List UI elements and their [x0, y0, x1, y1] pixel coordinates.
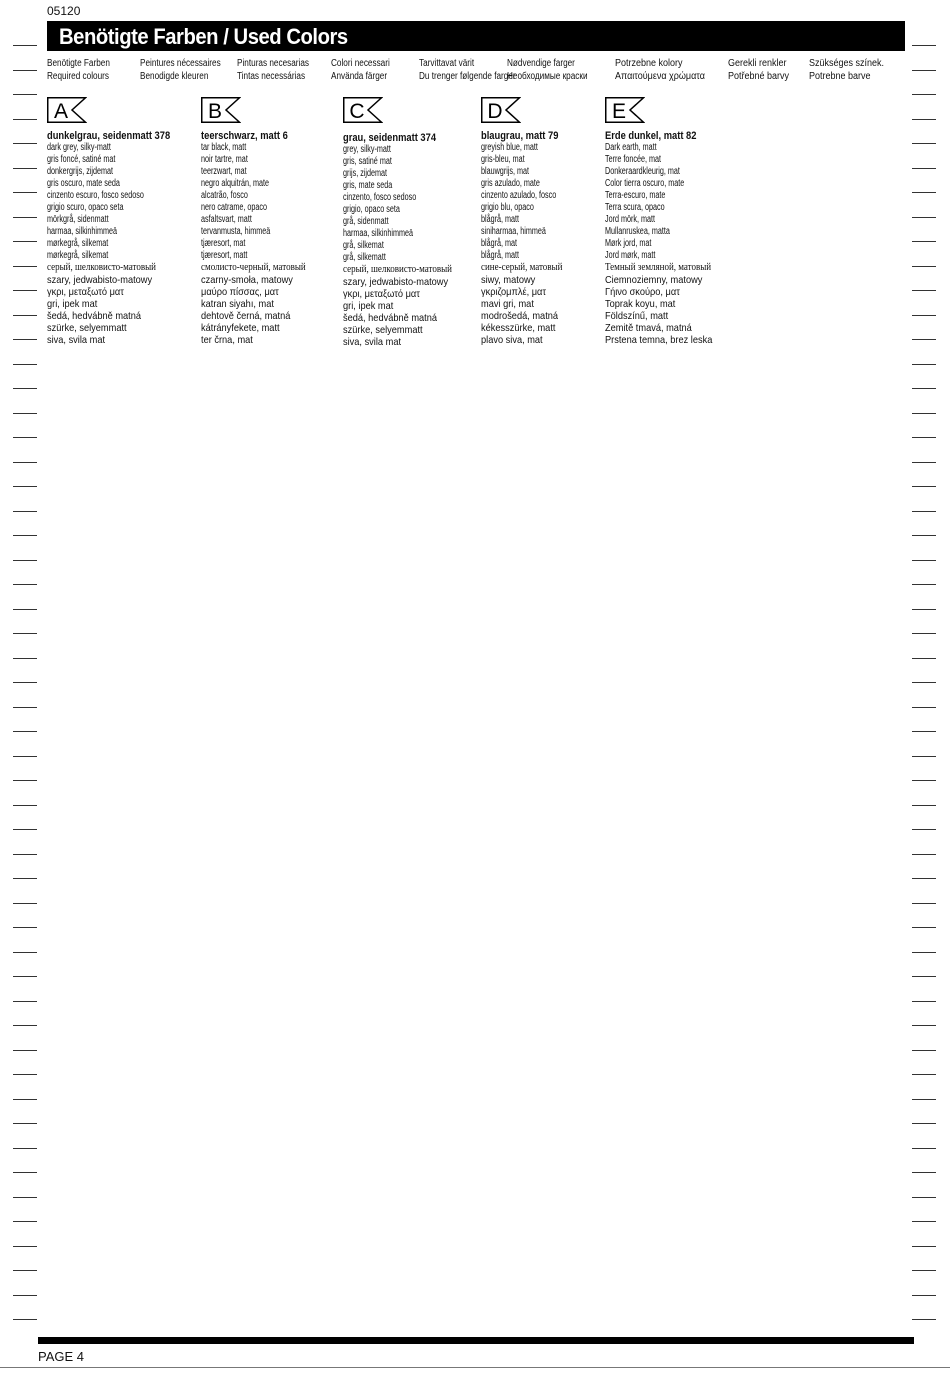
margin-tick: [13, 1123, 37, 1124]
color-column-e: [605, 130, 727, 346]
list-item: tjæresort, matt: [201, 250, 248, 261]
list-item: harmaa, silkinhimmeä: [343, 228, 414, 239]
margin-tick: [13, 805, 37, 806]
margin-tick: [13, 1197, 37, 1198]
margin-tick: [13, 756, 37, 757]
margin-tick: [912, 241, 936, 242]
page-number: PAGE 4: [38, 1349, 85, 1364]
language-label: Gerekli renkler Potřebné barvy: [728, 58, 790, 82]
list-item: grå, silkemat: [343, 240, 384, 251]
color-tag-letter: D: [487, 100, 503, 123]
list-item: grijs, zijdemat: [343, 168, 388, 179]
margin-tick: [912, 1270, 936, 1271]
list-item: szürke, selyemmatt: [47, 322, 127, 334]
margin-tick: [13, 462, 37, 463]
margin-tick: [912, 1123, 936, 1124]
margin-tick: [13, 266, 37, 267]
footer-divider: [0, 1367, 950, 1368]
list-item: Dark earth, matt: [605, 142, 657, 153]
color-heading: grau, seidenmatt 374: [343, 132, 437, 144]
margin-tick: [912, 731, 936, 732]
color-heading: Erde dunkel, matt 82: [605, 130, 697, 142]
margin-tick: [912, 1172, 936, 1173]
list-item: blågrå, mat: [481, 238, 518, 249]
list-item: grigio, opaco seta: [343, 204, 400, 215]
list-item: szary, jedwabisto-matowy: [47, 274, 153, 286]
margin-tick: [13, 290, 37, 291]
margin-tick: [13, 94, 37, 95]
margin-tick: [912, 633, 936, 634]
margin-tick: [13, 1221, 37, 1222]
list-item: modrošedá, matná: [481, 310, 559, 322]
margin-tick: [13, 658, 37, 659]
list-item: Toprak koyu, mat: [605, 298, 676, 310]
margin-tick: [13, 584, 37, 585]
margin-tick: [912, 1295, 936, 1296]
language-label: Pinturas necesarias Tintas necessárias: [237, 58, 310, 82]
list-item: blågrå, matt: [481, 214, 520, 225]
margin-tick: [13, 119, 37, 120]
margin-tick: [912, 290, 936, 291]
margin-tick: [13, 1099, 37, 1100]
list-item: donkergrijs, zijdemat: [47, 166, 114, 177]
list-item: katran siyahı, mat: [201, 298, 274, 310]
margin-tick: [912, 952, 936, 953]
list-item: Terra-escuro, mate: [605, 190, 666, 201]
list-item: grigio scuro, opaco seta: [47, 202, 124, 213]
title-banner: [47, 21, 905, 51]
language-label: Peintures nécessaires Benodigde kleuren: [140, 58, 221, 82]
margin-tick: [13, 364, 37, 365]
margin-tick: [912, 437, 936, 438]
margin-tick: [13, 535, 37, 536]
margin-tick: [13, 731, 37, 732]
margin-tick: [912, 682, 936, 683]
list-item: noir tartre, mat: [201, 154, 248, 165]
list-item: серый, шелковисто-матовый: [343, 264, 452, 275]
list-item: dehtově černá, matná: [201, 310, 291, 322]
color-name-list-small: [605, 142, 727, 274]
list-item: Zemitě tmavá, matná: [605, 322, 692, 334]
footer-bar: [38, 1337, 914, 1344]
margin-tick: [13, 413, 37, 414]
language-label: Benötigte Farben Required colours: [47, 58, 110, 82]
list-item: Γήινο σκούρο, ματ: [605, 286, 680, 298]
margin-tick: [912, 168, 936, 169]
list-item: μαύρο πίσσας, ματ: [201, 286, 279, 298]
color-tag-letter: B: [207, 100, 223, 123]
margin-tick: [13, 878, 37, 879]
color-name-list-small: [481, 142, 586, 274]
margin-tick: [13, 829, 37, 830]
margin-tick: [912, 413, 936, 414]
list-item: mørkegrå, silkemat: [47, 238, 109, 249]
list-item: greyish blue, matt: [481, 142, 538, 153]
language-label: Tarvittavat värit Du trenger følgende farger: [419, 58, 516, 82]
list-item: szürke, selyemmatt: [343, 324, 423, 336]
margin-tick: [13, 1270, 37, 1271]
margin-tick: [912, 1025, 936, 1026]
list-item: mavi gri, mat: [481, 298, 534, 310]
list-item: gris-bleu, mat: [481, 154, 525, 165]
margin-tick: [912, 854, 936, 855]
margin-tick: [912, 119, 936, 120]
margin-tick: [912, 388, 936, 389]
list-item: szary, jedwabisto-matowy: [343, 276, 449, 288]
margin-tick: [13, 1050, 37, 1051]
color-name-list-small: [47, 142, 192, 274]
color-name-list-medium: [201, 274, 317, 346]
list-item: gris foncé, satiné mat: [47, 154, 116, 165]
list-item: Terre foncée, mat: [605, 154, 662, 165]
language-label: Colori necessari Använda färger: [331, 58, 390, 82]
color-name-list-medium: [481, 274, 586, 346]
margin-tick: [912, 364, 936, 365]
margin-tick: [912, 1197, 936, 1198]
list-item: siniharmaa, himmeä: [481, 226, 546, 237]
list-item: сине-серый, матовый: [481, 262, 563, 273]
margin-tick: [912, 780, 936, 781]
margin-tick: [912, 756, 936, 757]
margin-tick: [13, 45, 37, 46]
list-item: gri, ipek mat: [343, 300, 394, 312]
list-item: tjæresort, mat: [201, 238, 246, 249]
list-item: grey, silky-matt: [343, 144, 391, 155]
margin-tick: [13, 192, 37, 193]
margin-tick: [13, 707, 37, 708]
margin-tick: [912, 609, 936, 610]
margin-tick: [912, 192, 936, 193]
list-item: asfaltsvart, matt: [201, 214, 252, 225]
list-item: šedá, hedvábně matná: [343, 312, 438, 324]
list-item: kátrányfekete, matt: [201, 322, 280, 334]
list-item: Jord mörk, matt: [605, 214, 656, 225]
margin-tick: [13, 143, 37, 144]
margin-tick: [13, 976, 37, 977]
list-item: cinzento escuro, fosco sedoso: [47, 190, 144, 201]
margin-tick: [13, 560, 37, 561]
margin-tick: [13, 903, 37, 904]
margin-tick: [13, 1246, 37, 1247]
list-item: grigio blu, opaco: [481, 202, 534, 213]
margin-tick: [912, 217, 936, 218]
margin-tick: [13, 1148, 37, 1149]
list-item: Prstena temna, brez leska: [605, 334, 713, 346]
list-item: Ciemnoziemny, matowy: [605, 274, 703, 286]
language-label: Nødvendige farger Необходимые краски: [507, 58, 588, 82]
list-item: gris, satiné mat: [343, 156, 392, 167]
list-item: gris oscuro, mate seda: [47, 178, 120, 189]
margin-tick: [912, 829, 936, 830]
color-tag-a-icon: [47, 97, 87, 123]
language-label: Potrzebne kolory Απαιτούμενα χρώματα: [615, 58, 705, 82]
margin-tick: [13, 952, 37, 953]
color-tag-c-icon: [343, 97, 383, 123]
margin-tick: [13, 315, 37, 316]
color-name-list-medium: [605, 274, 727, 346]
margin-tick: [13, 927, 37, 928]
margin-tick: [912, 1221, 936, 1222]
margin-tick: [912, 658, 936, 659]
list-item: negro alquitrán, mate: [201, 178, 270, 189]
color-name-list-medium: [343, 276, 464, 348]
color-heading: dunkelgrau, seidenmatt 378: [47, 130, 171, 142]
list-item: Mørk jord, mat: [605, 238, 652, 249]
list-item: tervanmusta, himmeä: [201, 226, 271, 237]
margin-tick: [13, 511, 37, 512]
margin-tick: [912, 535, 936, 536]
margin-tick: [912, 462, 936, 463]
margin-tick: [13, 609, 37, 610]
list-item: ter črna, mat: [201, 334, 253, 346]
color-tag-letter: C: [349, 100, 365, 123]
margin-tick: [13, 1001, 37, 1002]
margin-tick: [912, 266, 936, 267]
color-heading: teerschwarz, matt 6: [201, 130, 288, 142]
margin-tick: [13, 241, 37, 242]
margin-tick: [13, 1295, 37, 1296]
list-item: alcatrão, fosco: [201, 190, 248, 201]
list-item: kékesszürke, matt: [481, 322, 556, 334]
margin-tick: [13, 682, 37, 683]
margin-tick: [13, 168, 37, 169]
list-item: siva, svila mat: [47, 334, 106, 346]
color-tag-letter: A: [53, 100, 69, 123]
list-item: γκρι, μεταξωτό ματ: [343, 288, 420, 300]
list-item: Donkeraardkleurig, mat: [605, 166, 680, 177]
list-item: plavo siva, mat: [481, 334, 543, 346]
margin-tick: [912, 584, 936, 585]
color-column-c: [343, 132, 464, 348]
margin-tick: [912, 1148, 936, 1149]
list-item: смолисто-черный, матовый: [201, 262, 306, 273]
margin-tick: [912, 486, 936, 487]
margin-tick: [13, 339, 37, 340]
margin-tick: [13, 1025, 37, 1026]
margin-tick: [912, 927, 936, 928]
list-item: Jord mørk, matt: [605, 250, 656, 261]
color-name-list-small: [343, 144, 464, 276]
list-item: gris, mate seda: [343, 180, 393, 191]
margin-tick: [912, 878, 936, 879]
margin-tick: [13, 437, 37, 438]
list-item: czarny-smoła, matowy: [201, 274, 293, 286]
margin-tick: [912, 1099, 936, 1100]
margin-tick: [912, 45, 936, 46]
margin-tick: [13, 486, 37, 487]
list-item: dark grey, silky-matt: [47, 142, 111, 153]
banner-title: Benötigte Farben / Used Colors: [59, 24, 348, 49]
list-item: gris azulado, mate: [481, 178, 540, 189]
list-item: cinzento azulado, fosco: [481, 190, 557, 201]
margin-tick: [912, 94, 936, 95]
margin-tick: [13, 1319, 37, 1320]
list-item: gri, ipek mat: [47, 298, 98, 310]
margin-tick: [13, 854, 37, 855]
list-item: harmaa, silkinhimmeä: [47, 226, 118, 237]
color-name-list-medium: [47, 274, 192, 346]
color-column-d: [481, 130, 586, 346]
margin-tick: [912, 560, 936, 561]
margin-tick: [13, 633, 37, 634]
color-column-a: [47, 130, 192, 346]
color-name-list-small: [201, 142, 317, 274]
list-item: siva, svila mat: [343, 336, 402, 348]
list-item: cinzento, fosco sedoso: [343, 192, 417, 203]
list-item: Földszínű, matt: [605, 310, 669, 322]
margin-tick: [912, 1050, 936, 1051]
color-tag-d-icon: [481, 97, 521, 123]
list-item: grå, silkematt: [343, 252, 386, 263]
list-item: Темный земляной, матовый: [605, 262, 712, 273]
color-heading: blaugrau, matt 79: [481, 130, 559, 142]
margin-tick: [13, 388, 37, 389]
margin-tick: [912, 143, 936, 144]
list-item: šedá, hedvábně matná: [47, 310, 142, 322]
margin-tick: [13, 1172, 37, 1173]
list-item: mørkegrå, silkemat: [47, 250, 109, 261]
list-item: Color tierra oscuro, mate: [605, 178, 685, 189]
color-tag-b-icon: [201, 97, 241, 123]
list-item: Mullanruskea, matta: [605, 226, 670, 237]
margin-tick: [912, 1074, 936, 1075]
margin-tick: [13, 780, 37, 781]
margin-tick: [912, 339, 936, 340]
list-item: серый, шелковисто-матовый: [47, 262, 156, 273]
list-item: teerzwart, mat: [201, 166, 247, 177]
margin-tick: [13, 70, 37, 71]
color-column-b: [201, 130, 317, 346]
margin-tick: [912, 976, 936, 977]
list-item: siwy, matowy: [481, 274, 536, 286]
list-item: Terra scura, opaco: [605, 202, 665, 213]
document-code: 05120: [47, 4, 81, 18]
margin-tick: [912, 1246, 936, 1247]
list-item: tar black, matt: [201, 142, 247, 153]
list-item: blågrå, matt: [481, 250, 520, 261]
margin-tick: [912, 707, 936, 708]
margin-tick: [13, 1074, 37, 1075]
list-item: γκριζομπλέ, ματ: [481, 286, 547, 298]
margin-tick: [912, 315, 936, 316]
list-item: γκρι, μεταξωτό ματ: [47, 286, 124, 298]
margin-tick: [13, 217, 37, 218]
margin-tick: [912, 511, 936, 512]
margin-tick: [912, 1001, 936, 1002]
margin-tick: [912, 903, 936, 904]
color-tag-letter: E: [611, 100, 627, 123]
margin-tick: [912, 70, 936, 71]
list-item: nero catrame, opaco: [201, 202, 268, 213]
color-tag-e-icon: [605, 97, 645, 123]
list-item: mörkgrå, sidenmatt: [47, 214, 109, 225]
list-item: blauwgrijs, mat: [481, 166, 530, 177]
margin-tick: [912, 805, 936, 806]
margin-tick: [912, 1319, 936, 1320]
list-item: grå, sidenmatt: [343, 216, 389, 227]
language-label: Szükséges színek. Potrebne barve: [809, 58, 885, 82]
